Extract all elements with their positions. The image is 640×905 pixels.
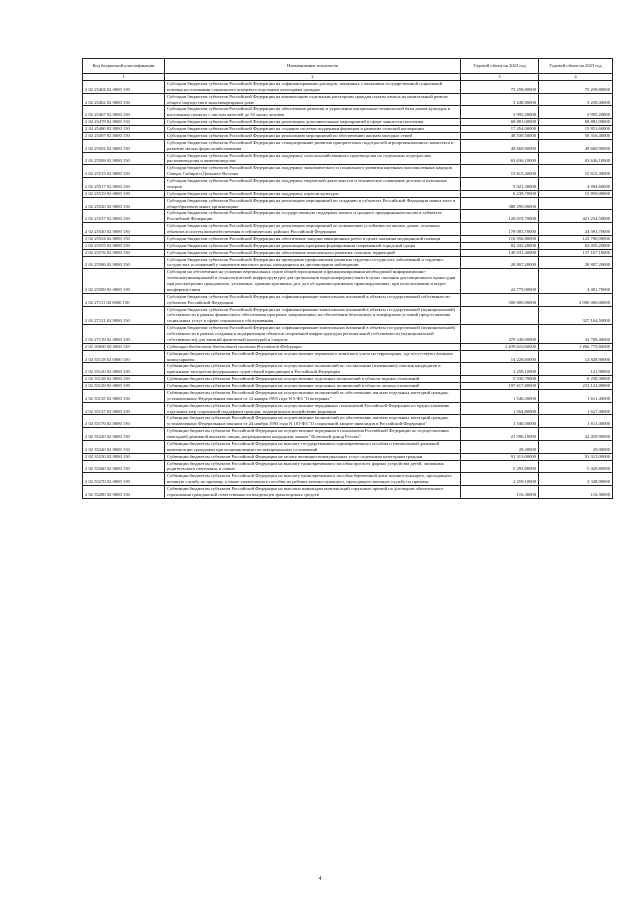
row-value-2023: 231 122,00000 <box>539 383 613 390</box>
table-row <box>83 325 613 344</box>
row-code: 2 02 25527 02 0000 150 <box>83 210 165 223</box>
row-value-2022: 1 546,50000 <box>461 389 539 402</box>
row-code: 2 02 25517 02 0000 150 <box>83 178 165 191</box>
budget-table <box>82 58 613 499</box>
table-row <box>83 402 613 415</box>
table-row <box>83 256 613 269</box>
table-row <box>83 190 613 197</box>
column-number: 2 <box>165 74 461 81</box>
row-code: 2 02 25502 02 0000 150 <box>83 139 165 152</box>
row-value-2023: 1 611,40000 <box>539 415 613 428</box>
header-name: Наименование показателя <box>165 59 461 74</box>
row-name: Субвенции бюджетам субъектов Российской Федерации на осуществление полномочий по обеспечению жильем отдельных категорий граждан, установленных Федеральным законом от 12 января 1995 года N 5-ФЗ "О ветеранах" <box>165 389 461 402</box>
row-code: 2 02 25508 02 0000 150 <box>83 152 165 165</box>
row-value-2023: 22 459,90000 <box>539 428 613 441</box>
row-code: 2 02 25478 02 0000 150 <box>83 119 165 126</box>
row-value-2022: 28,20000 <box>461 440 539 453</box>
header-2023: Годовой объем на 2023 год <box>539 59 613 74</box>
row-name: Субсидии бюджетам субъектов Российской Федерации на стимулирование развития приоритетных подотраслей агропромышленного комплекса и развитие малых форм хозяйствования <box>165 139 461 152</box>
row-name: Субсидии бюджетам субъектов Российской Федерации на поддержку сельскохозяйственного производства по отдельным подотраслям растениеводства и животноводства <box>165 152 461 165</box>
row-code: 2 02 35280 02 0000 150 <box>83 486 165 499</box>
row-value-2022: 49 669,90000 <box>461 139 539 152</box>
row-name: Субвенции бюджетам субъектов Российской Федерации на выплату единовременного пособия при всех формах устройства детей, лишенных родительского попечения, в семью <box>165 460 461 473</box>
row-code: 2 02 25404 02 0000 150 <box>83 80 165 93</box>
row-value-2023: 137 167,10000 <box>539 249 613 256</box>
table-row <box>83 223 613 236</box>
table-row <box>83 486 613 499</box>
row-code: 2 02 35240 02 0000 150 <box>83 440 165 453</box>
page-number: 4 <box>318 876 322 882</box>
row-name: Субвенции бюджетам субъектов Российской Федерации на осуществление первичного воинского учета на территориях, где отсутствуют военные комиссариаты <box>165 350 461 363</box>
table-row <box>83 197 613 210</box>
table-row <box>83 210 613 223</box>
column-number-row <box>83 74 613 81</box>
row-value-2023: 1 627,40000 <box>539 402 613 415</box>
row-value-2023: 116,30000 <box>539 486 613 499</box>
row-code: 2 02 35129 02 0000 150 <box>83 383 165 390</box>
row-name: Субвенции бюджетам субъектов Российской Федерации на осуществление полномочий по составлению (изменению) списков кандидатов в присяжные заседатели федеральных судов общей юрисдикции в Российской Федерации <box>165 363 461 376</box>
table-row <box>83 389 613 402</box>
row-name: Субсидии бюджетам субъектов Российской Федерации на компенсацию отдельным категориям граждан оплаты взноса на капитальный ремонт общего имущества в многоквартирном доме <box>165 93 461 106</box>
table-row <box>83 249 613 256</box>
row-value-2022: 21 596,10000 <box>461 428 539 441</box>
row-code: 2 02 25520 02 0000 150 <box>83 197 165 210</box>
row-value-2022: 2 259,10000 <box>461 473 539 486</box>
row-name: Субсидии бюджетам субъектов Российской Федерации на обеспечение комплексного развития сельских территорий <box>165 249 461 256</box>
table-row <box>83 119 613 126</box>
row-value-2022: 380 299,00000 <box>461 197 539 210</box>
row-code: 2 02 35135 02 0000 150 <box>83 389 165 402</box>
row-value-2022: 75 258,80000 <box>461 80 539 93</box>
row-value-2022: 63 636,10000 <box>461 152 539 165</box>
row-value-2022: 3 248,80000 <box>461 93 539 106</box>
row-value-2023: 6 258,30000 <box>539 376 613 383</box>
row-name: Субвенции бюджетам субъектов Российской Федерации на осуществление переданного полномочия Российской Федерации по осуществлению ежегодной денежной выплаты лицам, награжденным нагрудным знаком "Почетный донор России" <box>165 428 461 441</box>
row-name: Субсидии бюджетам субъектов Российской Федерации на поддержку творческой деятельности и техническое оснащение детских и кукольных театров <box>165 178 461 191</box>
row-value-2022: 6 239,70000 <box>461 190 539 197</box>
row-code: 2 02 25462 02 0000 150 <box>83 93 165 106</box>
row-value-2023: 15 615,40000 <box>539 165 613 178</box>
row-value-2022: 17 454,00000 <box>461 126 539 133</box>
row-name: Субсидии бюджетам субъектов Российской Федерации на софинансирование капитальных вложений в объекты государственной (муниципальной) собственности в рамках финансового обеспечения программ, направленных на обеспечение безопасных и комфортных условий предоставления социальных услуг в сфере социального обслуживания <box>165 306 461 325</box>
row-name: Субсидии бюджетам субъектов Российской Федерации на государственную поддержку малого и среднего предпринимательства в субъектах Российской Федерации <box>165 210 461 223</box>
row-value-2022: 500 000,00000 <box>461 293 539 306</box>
table-row <box>83 165 613 178</box>
row-name: Субсидии на обеспечение на условиях вертикальных судов общей юрисдикции и функционирования необходимой информационно-телекоммуникационной и технологической инфраструктуры для организации видеоконференц-связи в целях оказания дистанционного правосудия при рассмотрении гражданских, уголовных, административных дел, дел об административных правонарушениях, при использовании и видео-конференц-связи <box>165 269 461 294</box>
row-value-2022: 116 956,80000 <box>461 235 539 242</box>
table-row <box>83 80 613 93</box>
row-code: 2 02 25554 02 0000 150 <box>83 235 165 242</box>
table-row <box>83 106 613 119</box>
row-value-2023: 3 239,40000 <box>539 93 613 106</box>
table-body <box>83 80 613 498</box>
row-value-2022: 116,30000 <box>461 486 539 499</box>
row-value-2022: 2 258,10000 <box>461 363 539 376</box>
row-code: 2 02 27121 02 0000 150 <box>83 306 165 325</box>
row-code: 2 02 25519 02 0000 150 <box>83 190 165 197</box>
row-value-2023: 32 708,40000 <box>539 325 613 344</box>
header-2022: Годовой объем на 2022 год <box>461 59 539 74</box>
table-row <box>83 376 613 383</box>
table-row <box>83 306 613 325</box>
table-row <box>83 93 613 106</box>
row-value-2023: 15 851,60000 <box>539 126 613 133</box>
table-row <box>83 460 613 473</box>
row-value-2023: 327 164,50000 <box>539 306 613 325</box>
row-value-2023: 15 859,00000 <box>539 190 613 197</box>
table-row <box>83 350 613 363</box>
table-row <box>83 132 613 139</box>
budget-table-container <box>82 58 612 499</box>
row-value-2022: 5 530,70000 <box>461 376 539 383</box>
row-name: Субсидии бюджетам субъектов Российской Федерации на поддержку экономического и социального развития коренных малочисленных народов Севера, Сибири и Дальнего Востока <box>165 165 461 178</box>
row-value-2023: 82 435,20000 <box>539 242 613 249</box>
column-number: 1 <box>83 74 165 81</box>
row-value-2023: 2 348,90000 <box>539 473 613 486</box>
row-value-2022: 178 083,70000 <box>461 223 539 236</box>
row-code: 2 02 25480 02 0000 150 <box>83 126 165 133</box>
row-code: 2 02 35120 02 0000 150 <box>83 363 165 376</box>
row-name: Субсидии бюджетам субъектов Российской Федерации на софинансирование капитальных вложений в объекты государственной (муниципальной) собственности в рамках создания и модернизации объектов спортивной инфраструктуры региональной собственности (муниципальной собственности) для занятий физической культурой и спортом <box>165 325 461 344</box>
row-code: 2 02 25497 02 0000 150 <box>83 132 165 139</box>
row-code: 2 02 35260 02 0000 150 <box>83 460 165 473</box>
row-name: Субсидии бюджетам субъектов Российской Федерации на реализацию дополнительных мероприятий в сфере занятости населения <box>165 119 461 126</box>
row-name: Субвенции бюджетам субъектов Российской Федерации на выплату единовременного пособия беременной жене военнослужащего, проходящего военную службу по призыву, а также ежемесячного пособия на ребенка военнослужащего, проходящего военную службу по призыву <box>165 473 461 486</box>
table-row <box>83 152 613 165</box>
row-value-2022: 3 995,20000 <box>461 106 539 119</box>
row-code: 2 02 25555 02 0000 150 <box>83 242 165 249</box>
row-value-2023: 63 636,10000 <box>539 152 613 165</box>
table-row <box>83 428 613 441</box>
table-header-row <box>83 59 613 74</box>
row-value-2023: 3 995,20000 <box>539 106 613 119</box>
row-code: 2 02 25586 02 0000 150 <box>83 256 165 269</box>
row-value-2022: 1 546,50000 <box>461 415 539 428</box>
row-code: 2 02 35128 02 0000 150 <box>83 376 165 383</box>
row-code: 2 02 35137 02 0000 150 <box>83 402 165 415</box>
row-code: 2 02 25467 02 0000 150 <box>83 106 165 119</box>
row-value-2022: 28 807,20000 <box>461 256 539 269</box>
row-code: 2 02 27111 02 0000 150 <box>83 293 165 306</box>
table-row <box>83 473 613 486</box>
row-name: Субвенции бюджетам субъектов Российской Федерации на выплаты инвалидам компенсаций страховых премий по договорам обязательного страхования гражданской ответственности владельцев транспортных средств <box>165 486 461 499</box>
row-value-2023: 123 796,90000 <box>539 235 613 242</box>
row-value-2023: 68 881,00000 <box>539 119 613 126</box>
table-row <box>83 242 613 249</box>
row-name: Субсидии бюджетам субъектов Российской Федерации на реализацию программ формирования современной городской среды <box>165 242 461 249</box>
row-name: Субвенции бюджетам субъектов Российской Федерации на осуществление отдельных полномочий в области водных отношений <box>165 376 461 383</box>
row-value-2022: 14 228,60000 <box>461 350 539 363</box>
row-code: 2 02 35270 02 0000 150 <box>83 473 165 486</box>
row-value-2023: 141,90000 <box>539 363 613 376</box>
row-value-2022: 479 248,00000 <box>461 325 539 344</box>
row-value-2023: 50 316,40000 <box>539 132 613 139</box>
row-code: 2 02 35118 02 0000 150 <box>83 350 165 363</box>
row-value-2023: 14 828,90000 <box>539 350 613 363</box>
row-name: Субсидии бюджетам субъектов Российской Федерации на обеспечение закупки авиационных работ в целях оказания медицинской помощи <box>165 235 461 242</box>
table-row <box>83 363 613 376</box>
row-name: Субсидии бюджетам субъектов Российской Федерации на реализацию мероприятий по созданию в субъектах Российской Федерации новых мест в общеобразовательных организациях <box>165 197 461 210</box>
table-row <box>83 126 613 133</box>
row-name: Субвенции бюджетам субъектов Российской Федерации на осуществление отдельных полномочий в области лесных отношений <box>165 383 461 390</box>
row-value-2023: 24 391,70000 <box>539 223 613 236</box>
row-value-2022: 5 293,90000 <box>461 460 539 473</box>
header-code: Код бюджетной классификации <box>83 59 165 74</box>
row-value-2022: 1 564,80000 <box>461 402 539 415</box>
row-value-2022: 82 435,20000 <box>461 242 539 249</box>
row-name: Субвенции бюджетам субъектов Российской Федерации на выплату государственного единовременного пособия и ежемесячной денежной компенсации гражданам при возникновении поствакцинальных осложнений <box>165 440 461 453</box>
column-number: 3 <box>461 74 539 81</box>
row-value-2023: 91 313,00000 <box>539 453 613 460</box>
row-value-2023 <box>539 197 613 210</box>
row-code: 2 02 25589 02 0000 150 <box>83 269 165 294</box>
row-code: 2 02 25515 02 0000 150 <box>83 165 165 178</box>
row-name: Субсидии бюджетам субъектов Российской Федерации на создание системы поддержки фермеров и развитие сельской кооперации <box>165 126 461 133</box>
row-name: Субсидии бюджетам субъектов Российской Федерации на реализацию мероприятий по повышению устойчивости жилых домов, основных объектов и систем жизнеобеспечения в сейсмических районах Российской Федерации <box>165 223 461 236</box>
row-name: Субвенции бюджетам субъектов Российской Федерации на оплату жилищно-коммунальных услуг отдельным категориям граждан <box>165 453 461 460</box>
row-name: Субсидии бюджетам субъектов Российской Федерации на софинансирование расходов, связанных с оказанием государственной социальной помощи на основании социального контракта отдельным категориям граждан <box>165 80 461 93</box>
table-row <box>83 293 613 306</box>
row-value-2023: 4 894,60000 <box>539 178 613 191</box>
table-row <box>83 453 613 460</box>
row-code: 2 02 35176 02 0000 150 <box>83 415 165 428</box>
row-code: 2 02 25540 02 0000 150 <box>83 223 165 236</box>
row-value-2023: 29,00000 <box>539 440 613 453</box>
row-code: 2 02 35250 02 0000 150 <box>83 453 165 460</box>
row-value-2022: 91 313,00000 <box>461 453 539 460</box>
row-value-2023: 75 258,80000 <box>539 80 613 93</box>
table-row <box>83 178 613 191</box>
row-value-2023: 49 669,90000 <box>539 139 613 152</box>
row-value-2022: 5 021,30000 <box>461 178 539 191</box>
row-name: Субвенции бюджетам субъектов Российской Федерации на осуществление переданных полномочий Российской Федерации по предоставлению отдельных мер социальной поддержки граждан, подвергшихся воздействию радиации <box>165 402 461 415</box>
row-value-2023: 5 429,80000 <box>539 460 613 473</box>
row-code: 2 02 27139 02 0000 150 <box>83 325 165 344</box>
table-row <box>83 235 613 242</box>
table-row <box>83 269 613 294</box>
row-value-2022: 1 439 610,60000 <box>461 343 539 350</box>
table-row <box>83 415 613 428</box>
row-code: 2 02 25576 02 0000 150 <box>83 249 165 256</box>
row-value-2022 <box>461 306 539 325</box>
row-value-2022: 140 631,40000 <box>461 249 539 256</box>
row-code: 2 02 30000 00 0000 150 <box>83 343 165 350</box>
row-value-2023: 1 611,40000 <box>539 389 613 402</box>
row-value-2022: 197 617,80000 <box>461 383 539 390</box>
row-value-2022: 68 881,00000 <box>461 119 539 126</box>
row-name: Субсидии бюджетам субъектов Российской Федерации на реализацию мероприятий по обеспечению жильем молодых семей <box>165 132 461 139</box>
row-name: Субсидии бюджетам субъектов Российской Федерации на софинансирование капитальных вложений в объекты государственной собственности субъектов Российской Федерации <box>165 293 461 306</box>
row-value-2022: 22 775,00000 <box>461 269 539 294</box>
row-value-2023: 28 807,20000 <box>539 256 613 269</box>
table-row <box>83 343 613 350</box>
row-value-2022: 15 615,40000 <box>461 165 539 178</box>
row-value-2023: 3 900 000,00000 <box>539 293 613 306</box>
row-value-2023: 1 466 775,60000 <box>539 343 613 350</box>
row-value-2022: 120 019,70000 <box>461 210 539 223</box>
row-name: Субвенции бюджетам бюджетной системы Российской Федерации <box>165 343 461 350</box>
row-name: Субсидии бюджетам субъектов Российской Федерации на проведение профилактики развития сердечно-сосудистых заболеваний и сердечно-сосудистых осложнений у пациентов высокого риска, находящихся на диспансерном наблюдении <box>165 256 461 269</box>
row-name: Субсидии бюджетам субъектов Российской Федерации на поддержку отрасли культуры <box>165 190 461 197</box>
row-value-2023: 421 254,50000 <box>539 210 613 223</box>
row-name: Субсидии бюджетам субъектов Российской Федерации на обеспечение развития и укрепления материально-технической базы домов культуры в населенных пунктах с числом жителей до 50 тысяч человек <box>165 106 461 119</box>
table-row <box>83 383 613 390</box>
column-number: 4 <box>539 74 613 81</box>
row-name: Субвенции бюджетам субъектов Российской Федерации на осуществление полномочий по обеспечению жильем отдельных категорий граждан, установленных Федеральным законом от 24 ноября 1995 года N 181-ФЗ "О социальной защите инвалидов в Российской Федерации" <box>165 415 461 428</box>
row-value-2023: 4 481,70000 <box>539 269 613 294</box>
table-row <box>83 139 613 152</box>
row-code: 2 02 35220 02 0000 150 <box>83 428 165 441</box>
table-row <box>83 440 613 453</box>
row-value-2022: 48 539,50000 <box>461 132 539 139</box>
